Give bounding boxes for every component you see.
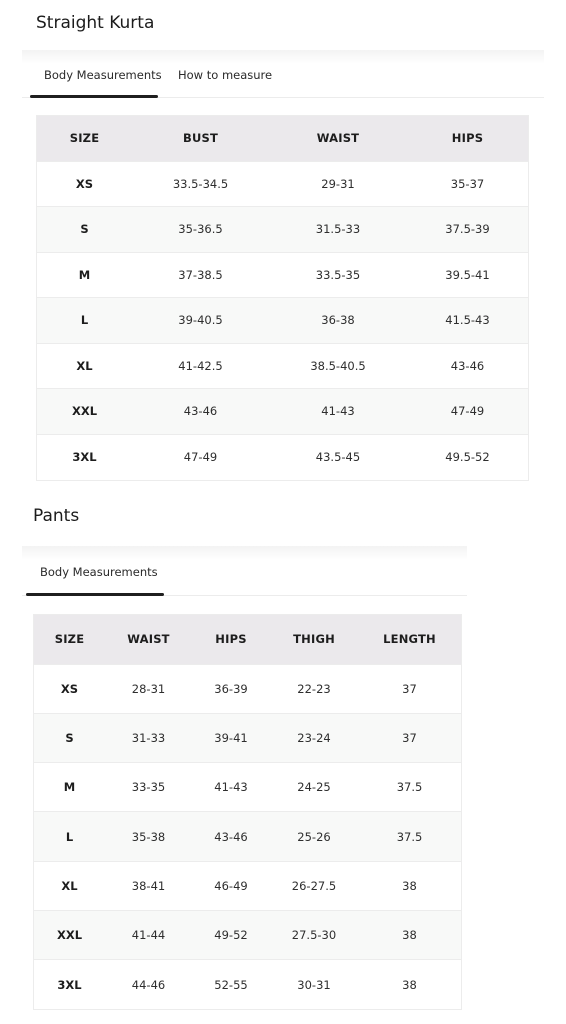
measurement-cell: 36-38 [269,298,407,344]
measurement-cell: 33.5-34.5 [132,161,269,207]
table-row [34,763,461,812]
measurement-cell: 52-55 [192,960,270,1009]
measurement-cell: 22-23 [270,664,358,713]
column-header: THIGH [270,615,358,664]
table-row [34,910,461,959]
table-header [37,116,528,161]
column-header: HIPS [407,116,528,161]
measurement-cell: 41-42.5 [132,343,269,389]
tab-body-measurements[interactable]: Body Measurements [44,68,162,82]
measurement-cell: 39-41 [192,713,270,762]
measurement-cell: 27.5-30 [270,910,358,959]
measurement-cell: 37 [358,713,461,762]
size-cell: XL [37,343,132,389]
measurement-cell: 38 [358,861,461,910]
table-row [34,713,461,762]
table-row [34,812,461,861]
table-row [34,861,461,910]
measurement-cell: 37 [358,664,461,713]
active-tab-indicator [30,95,158,98]
size-cell: M [37,252,132,298]
measurement-cell: 43.5-45 [269,434,407,480]
measurement-cell: 43-46 [192,812,270,861]
measurement-cell: 49-52 [192,910,270,959]
measurement-cell: 47-49 [407,389,528,435]
column-header: WAIST [269,116,407,161]
measurement-cell: 25-26 [270,812,358,861]
kurta-tab-bar [22,50,544,98]
table-header [34,615,461,664]
measurement-cell: 29-31 [269,161,407,207]
measurement-cell: 31.5-33 [269,207,407,253]
size-cell: XXL [34,910,105,959]
table-row [37,434,528,480]
measurement-cell: 47-49 [132,434,269,480]
pants-section-title: Pants [33,506,80,526]
measurement-cell: 41-44 [105,910,192,959]
measurement-cell: 35-38 [105,812,192,861]
size-cell: XS [34,664,105,713]
measurement-cell: 35-36.5 [132,207,269,253]
column-header: BUST [132,116,269,161]
measurement-cell: 36-39 [192,664,270,713]
size-cell: L [37,298,132,344]
table-row [37,207,528,253]
size-cell: XS [37,161,132,207]
kurta-size-table [37,116,528,480]
measurement-cell: 28-31 [105,664,192,713]
measurement-cell: 44-46 [105,960,192,1009]
measurement-cell: 38-41 [105,861,192,910]
measurement-cell: 41-43 [192,763,270,812]
measurement-cell: 41-43 [269,389,407,435]
measurement-cell: 37.5 [358,763,461,812]
table-row [37,161,528,207]
size-cell: 3XL [37,434,132,480]
measurement-cell: 39.5-41 [407,252,528,298]
measurement-cell: 37-38.5 [132,252,269,298]
measurement-cell: 38 [358,960,461,1009]
measurement-cell: 23-24 [270,713,358,762]
size-cell: S [37,207,132,253]
measurement-cell: 43-46 [132,389,269,435]
column-header: SIZE [37,116,132,161]
size-cell: L [34,812,105,861]
column-header: LENGTH [358,615,461,664]
measurement-cell: 37.5 [358,812,461,861]
measurement-cell: 41.5-43 [407,298,528,344]
measurement-cell: 35-37 [407,161,528,207]
size-cell: S [34,713,105,762]
measurement-cell: 46-49 [192,861,270,910]
measurement-cell: 39-40.5 [132,298,269,344]
size-cell: XL [34,861,105,910]
table-row [37,252,528,298]
measurement-cell: 31-33 [105,713,192,762]
table-body [37,161,528,480]
measurement-cell: 30-31 [270,960,358,1009]
kurta-section-title: Straight Kurta [36,13,155,33]
measurement-cell: 43-46 [407,343,528,389]
pants-size-table [34,615,461,1009]
size-cell: 3XL [34,960,105,1009]
measurement-cell: 26-27.5 [270,861,358,910]
column-header: SIZE [34,615,105,664]
pants-tab-bar [22,546,467,596]
size-cell: XXL [37,389,132,435]
measurement-cell: 24-25 [270,763,358,812]
table-header-row [34,615,461,664]
table-row [34,960,461,1009]
measurement-cell: 33.5-35 [269,252,407,298]
table-row [34,664,461,713]
table-row [37,343,528,389]
table-row [37,389,528,435]
column-header: HIPS [192,615,270,664]
table-body [34,664,461,1009]
tab-how-to-measure[interactable]: How to measure [178,68,273,82]
table-header-row [37,116,528,161]
measurement-cell: 38 [358,910,461,959]
measurement-cell: 33-35 [105,763,192,812]
measurement-cell: 49.5-52 [407,434,528,480]
active-tab-indicator [26,593,164,596]
tab-body-measurements[interactable]: Body Measurements [40,565,158,579]
table-row [37,298,528,344]
measurement-cell: 38.5-40.5 [269,343,407,389]
size-cell: M [34,763,105,812]
measurement-cell: 37.5-39 [407,207,528,253]
column-header: WAIST [105,615,192,664]
